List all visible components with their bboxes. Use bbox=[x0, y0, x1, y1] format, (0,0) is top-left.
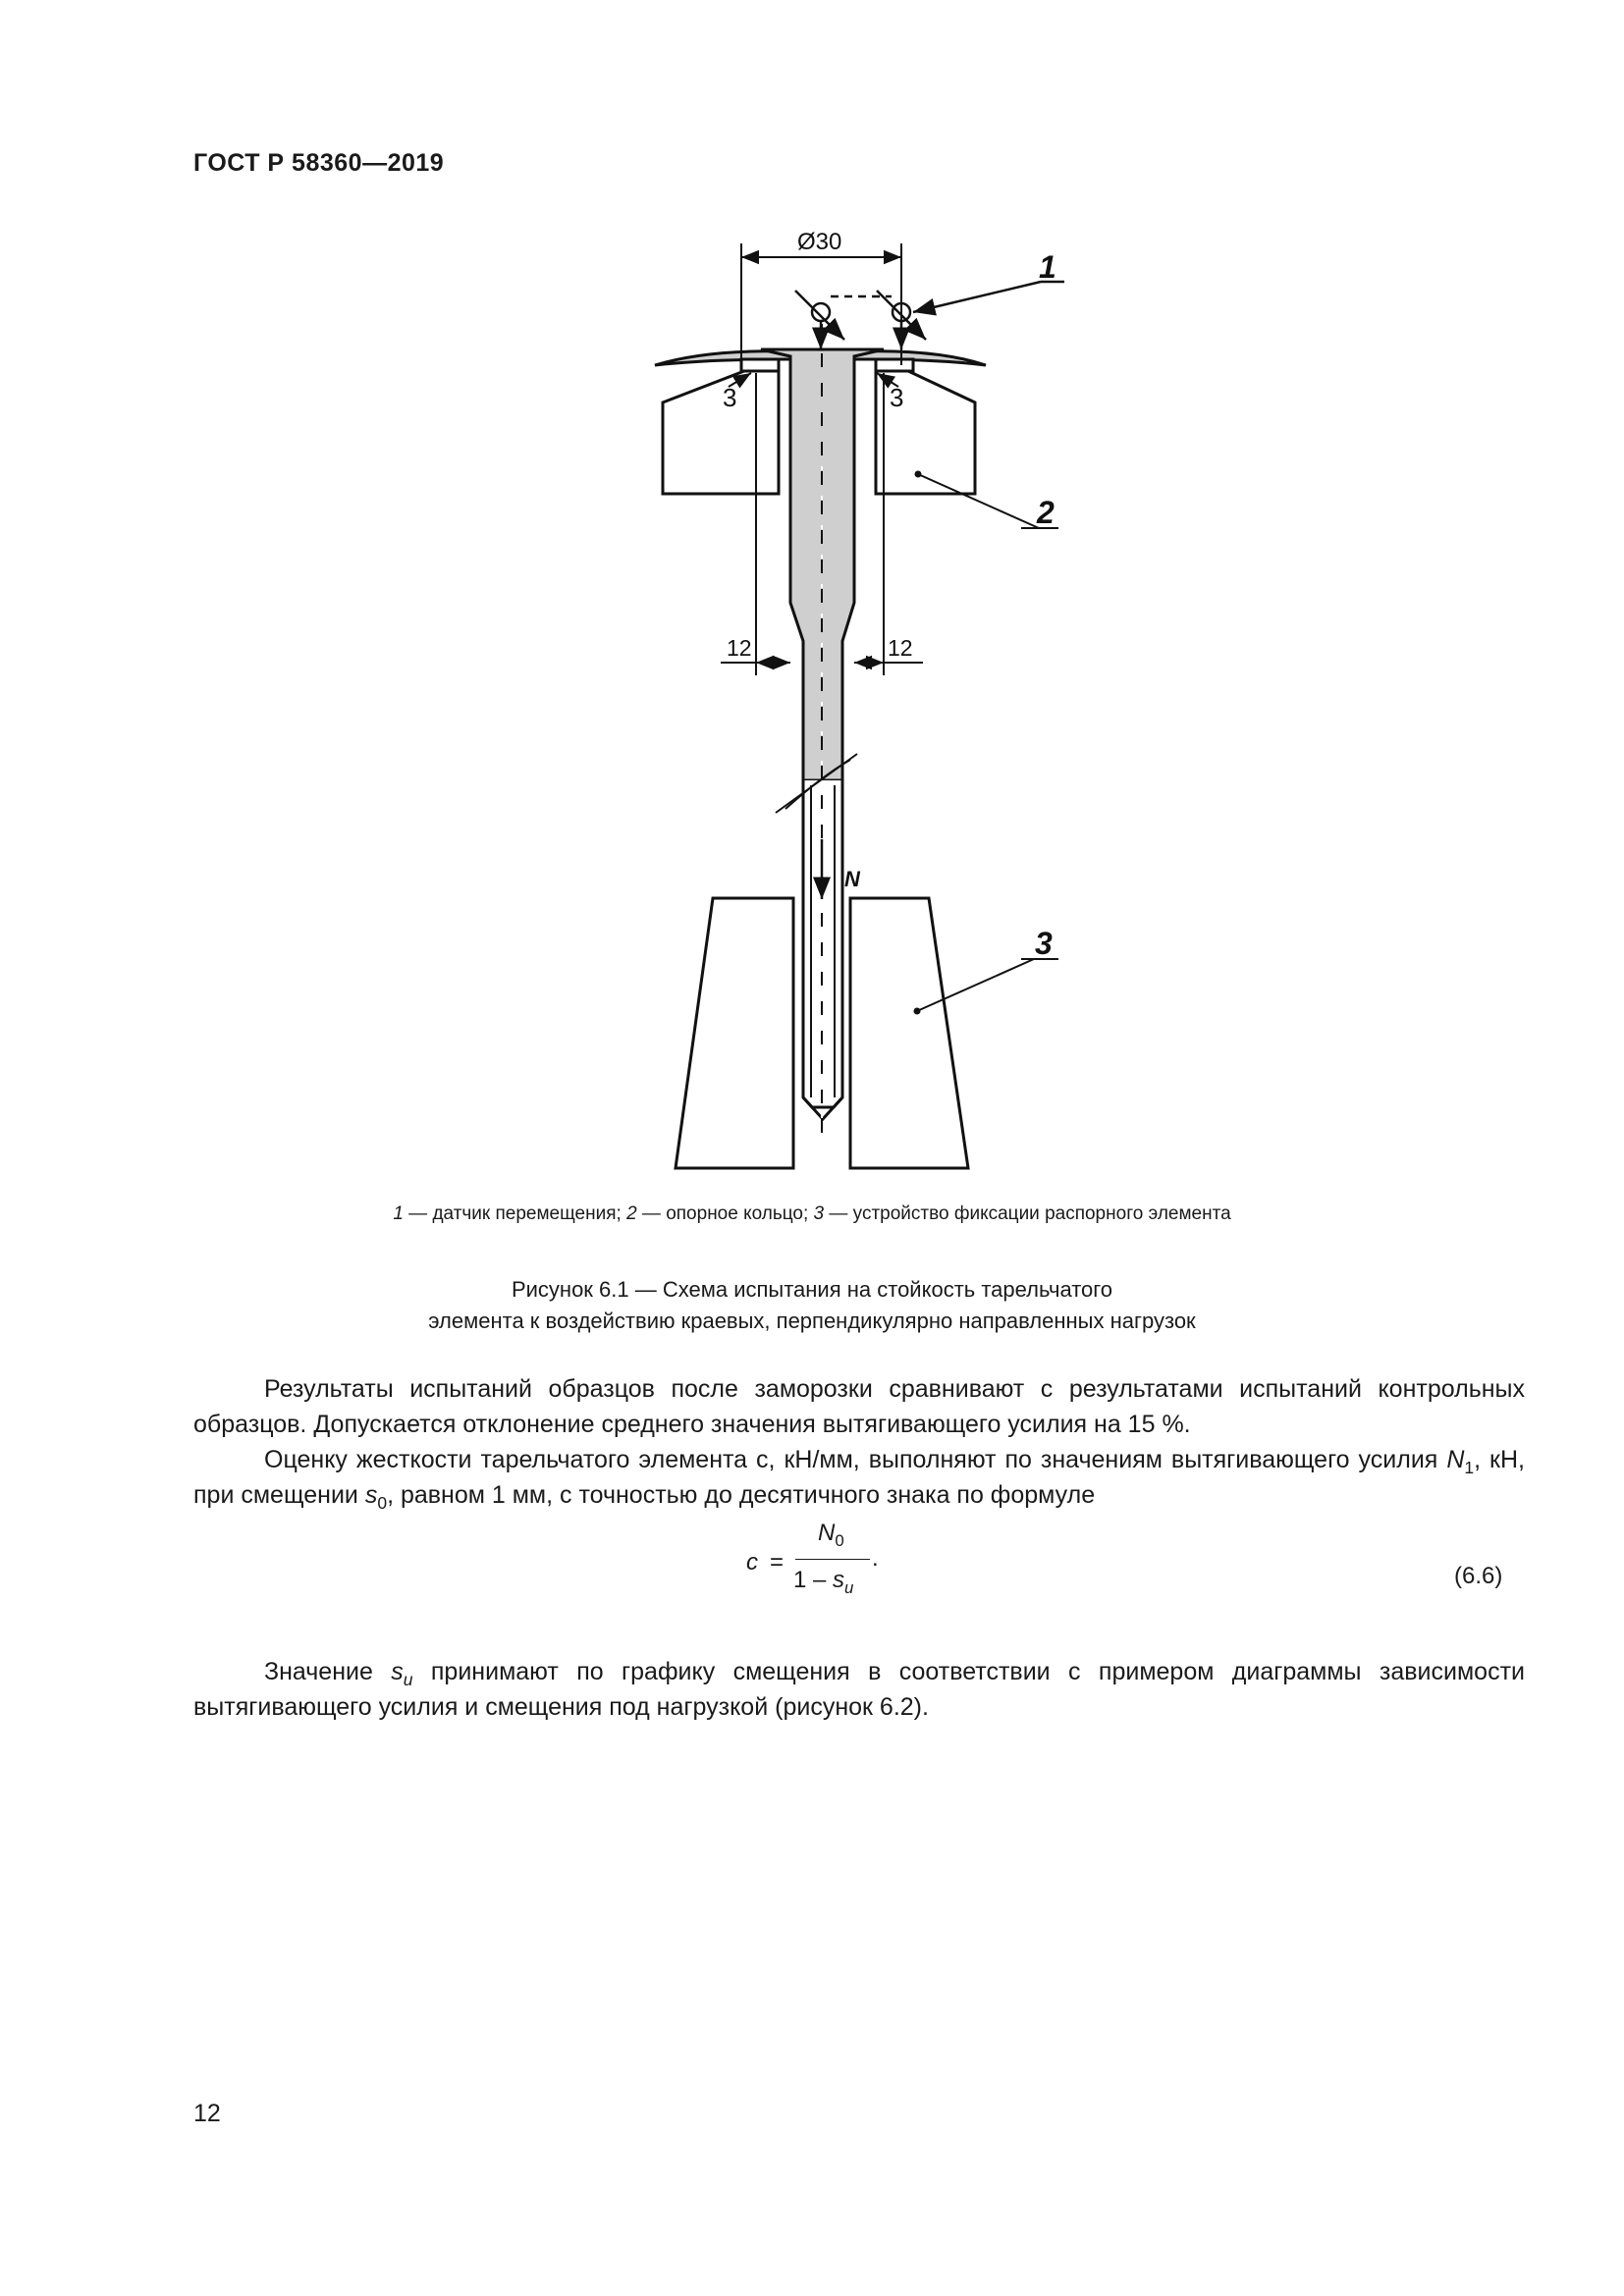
p2-N: N bbox=[1446, 1446, 1465, 1473]
p3-s-sub: u bbox=[403, 1670, 413, 1690]
legend-num-2: 2 bbox=[626, 1203, 637, 1224]
caption-line-1: Рисунок 6.1 — Схема испытания на стойкость тарельчатого bbox=[511, 1277, 1113, 1302]
dimension-right: 12 bbox=[888, 635, 913, 661]
formula-lhs: c bbox=[746, 1549, 758, 1575]
legend-num-1: 1 bbox=[393, 1203, 404, 1224]
legend-text-2: — опорное кольцо; bbox=[636, 1203, 814, 1224]
p3-b: принимают по графику смещения в соответствии с примером диаграммы зависимости вытягивающего усилия и смещения под нагрузкой (рисунок 6.2). bbox=[193, 1658, 1525, 1721]
clamp-jaw-left bbox=[676, 898, 793, 1168]
p2-s-sub: 0 bbox=[377, 1493, 388, 1514]
formula-trail: . bbox=[872, 1545, 879, 1572]
formula-num-sub: 0 bbox=[835, 1530, 844, 1550]
sensor-left bbox=[812, 303, 830, 321]
callout-1: 1 bbox=[1039, 249, 1056, 285]
callout-3: 3 bbox=[1035, 926, 1053, 961]
dimension-diameter: Ø30 bbox=[797, 229, 842, 255]
dimension-left: 12 bbox=[727, 635, 752, 661]
label-3-right: 3 bbox=[890, 383, 904, 412]
legend-text-3: — устройство фиксации распорного элемента bbox=[824, 1203, 1231, 1224]
paragraph-stiffness bbox=[193, 1442, 1525, 1513]
fixing-element-left bbox=[741, 359, 779, 371]
callout-2: 2 bbox=[1037, 495, 1055, 530]
formula-denominator bbox=[793, 1567, 854, 1597]
label-3-left: 3 bbox=[723, 383, 737, 412]
p2-s: s bbox=[364, 1481, 378, 1509]
fixing-element-right bbox=[876, 359, 913, 371]
legend-text-1: — датчик перемещения; bbox=[403, 1203, 627, 1224]
formula-den-sub: u bbox=[844, 1577, 854, 1597]
formula-num-var: N bbox=[818, 1520, 836, 1546]
formula-den-prefix: 1 – bbox=[793, 1567, 834, 1593]
formula-eq: = bbox=[770, 1549, 785, 1575]
formula-6-6 bbox=[0, 1520, 1624, 1608]
paragraph-results bbox=[193, 1371, 1525, 1442]
formula-den-var: s bbox=[833, 1567, 845, 1593]
formula-number: (6.6) bbox=[1454, 1563, 1503, 1589]
p2-N-sub: 1 bbox=[1464, 1458, 1475, 1478]
p2-a: Оценку жесткости тарельчатого элемента с, кН/мм, выполняют по значениям вытягивающего усилия bbox=[264, 1446, 1447, 1473]
p2-c: , равном 1 мм, с точностью до десятичного знака по формуле bbox=[387, 1481, 1096, 1509]
p3-s: s bbox=[391, 1658, 404, 1685]
document-header: ГОСТ Р 58360—2019 bbox=[193, 149, 445, 177]
legend-num-3: 3 bbox=[813, 1203, 825, 1224]
figure-caption bbox=[0, 1274, 1624, 1337]
page-number: 12 bbox=[193, 2100, 221, 2127]
caption-line-2: элемента к воздействию краевых, перпендикулярно направленных нагрузок bbox=[428, 1308, 1196, 1333]
figure-legend bbox=[0, 1203, 1624, 1225]
paragraph-su bbox=[193, 1654, 1525, 1725]
support-ring-left bbox=[663, 371, 779, 494]
force-label: N bbox=[844, 867, 860, 891]
paragraph-results-text: Результаты испытаний образцов после заморозки сравнивают с результатами испытаний контрольных образцов. Допускается отклонение среднего значения вытягивающего усилия на 15 %. bbox=[193, 1375, 1525, 1438]
formula-numerator bbox=[818, 1520, 844, 1550]
clamp-jaw-right bbox=[850, 898, 968, 1168]
fraction-bar bbox=[795, 1559, 870, 1560]
p2-b: , кН, при смещении bbox=[193, 1446, 1525, 1509]
p3-a: Значение bbox=[264, 1658, 392, 1685]
